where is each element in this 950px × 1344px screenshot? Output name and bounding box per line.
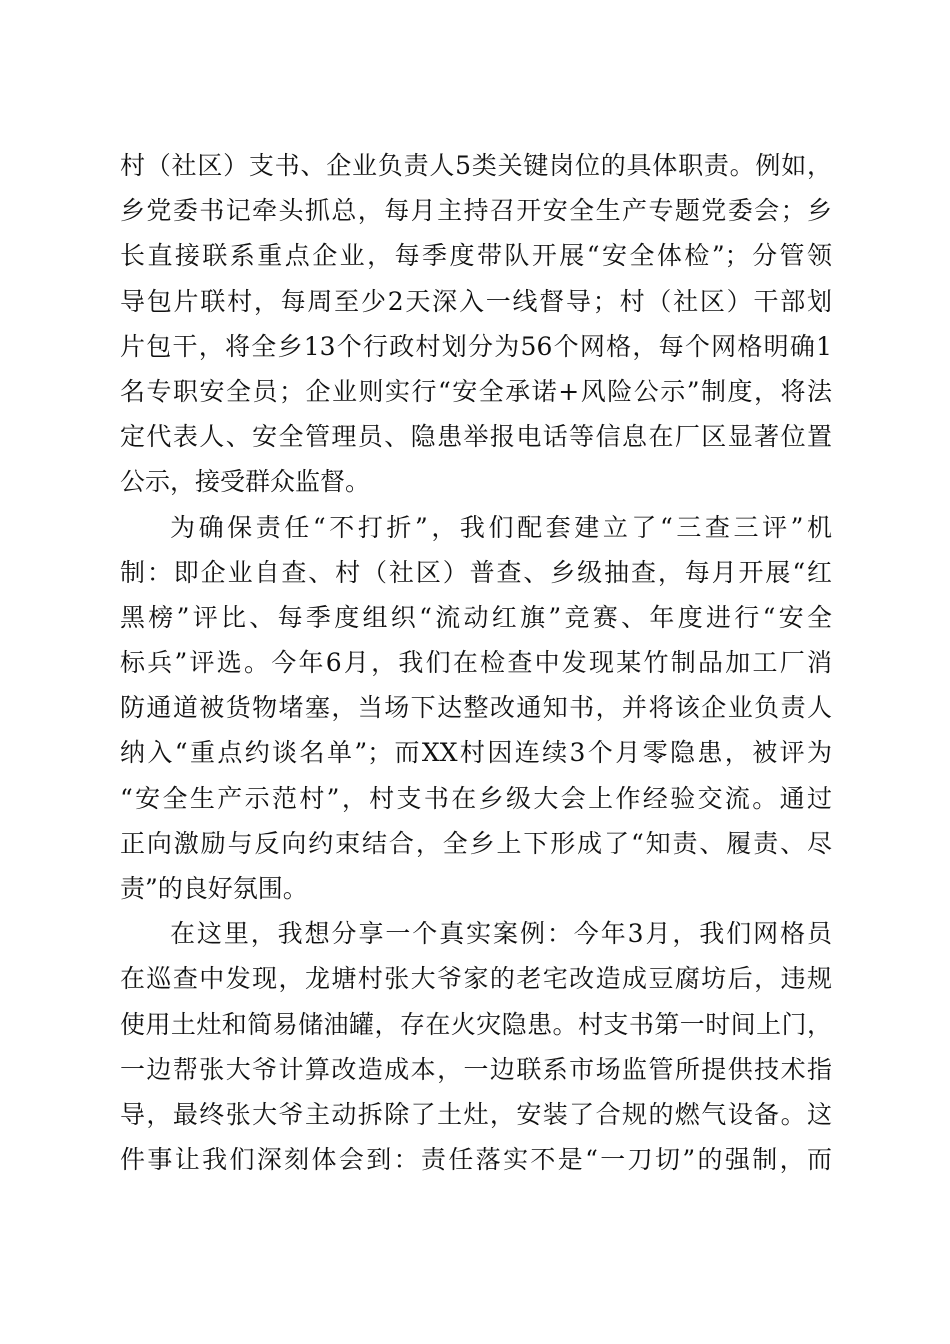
text-line: 定代表人、安全管理员、隐患举报电话等信息在厂区显著位置	[120, 422, 832, 452]
text-line: 使用土灶和简易储油罐，存在火灾隐患。村支书第一时间上门，	[120, 1009, 832, 1039]
body-text	[120, 143, 832, 1182]
text-line: 乡党委书记牵头抓总，每月主持召开安全生产专题党委会；乡	[120, 196, 832, 226]
text-line: 正向激励与反向约束结合，全乡上下形成了“知责、履责、尽	[120, 828, 832, 858]
text-line: 公示，接受群众监督。	[120, 467, 371, 497]
text-line: 在这里，我想分享一个真实案例：今年3月，我们网格员	[170, 919, 832, 949]
text-line: 制：即企业自查、村（社区）普查、乡级抽查，每月开展“红	[120, 557, 832, 587]
text-line: 为确保责任“不打折”，我们配套建立了“三查三评”机	[170, 512, 832, 542]
text-line: 纳入“重点约谈名单”；而XX村因连续3个月零隐患，被评为	[120, 738, 832, 768]
text-line: 村（社区）支书、企业负责人5类关键岗位的具体职责。例如，	[120, 151, 832, 180]
text-line: 导包片联村，每周至少2天深入一线督导；村（社区）干部划	[120, 286, 832, 316]
text-line: 件事让我们深刻体会到：责任落实不是“一刀切”的强制，而	[120, 1145, 832, 1175]
text-line: 防通道被货物堵塞，当场下达整改通知书，并将该企业负责人	[120, 693, 832, 723]
text-line: 在巡查中发现，龙塘村张大爷家的老宅改造成豆腐坊后，违规	[120, 964, 832, 994]
text-line: 标兵”评选。今年6月，我们在检查中发现某竹制品加工厂消	[120, 648, 832, 678]
text-line: 片包干，将全乡13个行政村划分为56个网格，每个网格明确1	[120, 331, 832, 361]
text-line: 导，最终张大爷主动拆除了土灶，安装了合规的燃气设备。这	[120, 1099, 832, 1129]
text-line: 责”的良好氛围。	[120, 874, 308, 903]
text-line: 长直接联系重点企业，每季度带队开展“安全体检”；分管领	[120, 241, 832, 271]
text-line: 名专职安全员；企业则实行“安全承诺+风险公示”制度，将法	[120, 376, 832, 406]
text-line: 一边帮张大爷计算改造成本，一边联系市场监管所提供技术指	[120, 1054, 832, 1084]
text-line: 黑榜”评比、每季度组织“流动红旗”竞赛、年度进行“安全	[120, 602, 832, 632]
text-line: “安全生产示范村”，村支书在乡级大会上作经验交流。通过	[120, 783, 832, 813]
